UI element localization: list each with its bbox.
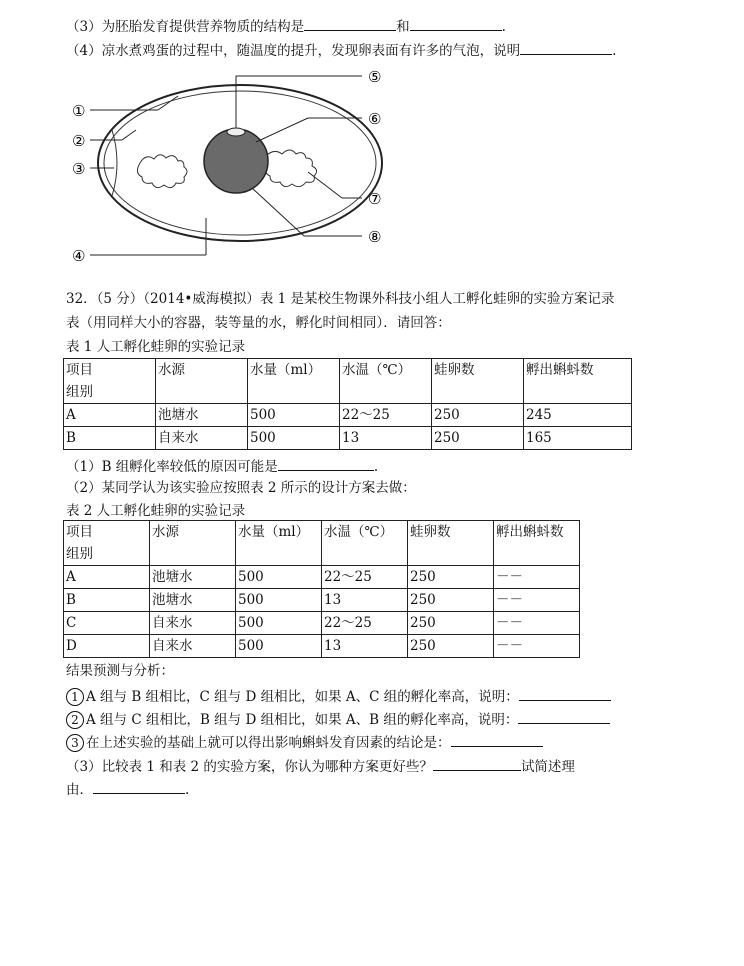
chalaza-right [265, 150, 317, 187]
table-cell: C [64, 612, 150, 635]
header-cell: 项目 组别 [64, 521, 150, 566]
question-32-line1: 32．（5 分）（2014•威海模拟）表 1 是某校生物课外科技小组人工孵化蛙卵的实验方案记录 [66, 291, 615, 307]
table-cell: 165 [524, 427, 632, 450]
answer-blank[interactable] [520, 40, 612, 55]
table-cell: －－ [494, 612, 580, 635]
table-cell: A [64, 566, 150, 589]
table-cell: 250 [432, 404, 524, 427]
header-cell: 孵出蝌蚪数 [524, 359, 632, 404]
answer-blank[interactable] [410, 16, 502, 31]
answer-blank[interactable] [518, 709, 610, 724]
table-cell: －－ [494, 589, 580, 612]
table-cell: －－ [494, 566, 580, 589]
label-8: ⑧ [368, 228, 382, 246]
table-header-row [64, 359, 632, 404]
table-row [64, 589, 580, 612]
header-cell: 水源 [150, 521, 236, 566]
answer-blank[interactable] [278, 456, 374, 471]
table-row [64, 612, 580, 635]
table-cell: 自来水 [150, 635, 236, 658]
sub-question-3-line2 [66, 779, 189, 799]
question-3-end: . [501, 19, 506, 35]
sub-question-3 [66, 756, 575, 776]
table-cell: 22～25 [322, 612, 408, 635]
table-cell: 250 [432, 427, 524, 450]
table-cell: 500 [236, 566, 322, 589]
table-cell: 22～25 [340, 404, 432, 427]
question-3 [66, 16, 506, 36]
header-cell: 水源 [156, 359, 248, 404]
germinal-disc [227, 128, 245, 136]
table-cell: B [64, 589, 150, 612]
label-1: ① [72, 102, 86, 120]
header-cell: 水量（ml） [236, 521, 322, 566]
table-cell: 自来水 [156, 427, 248, 450]
analysis-item [66, 686, 611, 706]
table-cell: 250 [408, 612, 494, 635]
header-cell: 孵出蝌蚪数 [494, 521, 580, 566]
table1-caption: 表 1 人工孵化蛙卵的实验记录 [66, 339, 246, 355]
sub-question-1 [66, 456, 378, 476]
table-header-row [64, 521, 580, 566]
label-3: ③ [72, 160, 86, 178]
question-4-end: . [612, 43, 617, 59]
table-cell: 500 [236, 612, 322, 635]
table-cell: 22～25 [322, 566, 408, 589]
table-cell: 池塘水 [156, 404, 248, 427]
table-1 [63, 358, 632, 450]
chalaza-left [137, 155, 187, 188]
table-cell: 池塘水 [150, 589, 236, 612]
table-row [64, 635, 580, 658]
header-cell: 蛙卵数 [432, 359, 524, 404]
table-cell: 245 [524, 404, 632, 427]
table-cell: 13 [322, 589, 408, 612]
sub-question-3-end: . [185, 782, 190, 798]
question-3-and: 和 [396, 19, 410, 35]
header-cell: 水温（℃） [322, 521, 408, 566]
table-cell: 自来水 [150, 612, 236, 635]
sub-question-3-tail: 试简述理 [520, 759, 575, 775]
answer-blank[interactable] [451, 732, 543, 747]
table-cell: D [64, 635, 150, 658]
sub-question-3-reason-label: 由． [66, 782, 93, 798]
table-cell: 500 [236, 635, 322, 658]
sub-question-1-end: . [373, 459, 379, 475]
question-3-text: （3）为胚胎发育提供营养物质的结构是 [66, 19, 305, 35]
analysis-item-text: A 组与 C 组相比，B 组与 D 组相比，如果 A、B 组的孵化率高，说明： [86, 712, 519, 728]
label-4: ④ [72, 247, 86, 265]
table-cell: 250 [408, 589, 494, 612]
table-cell: 500 [248, 427, 340, 450]
answer-blank[interactable] [519, 686, 611, 701]
sub-question-2: （2）某同学认为该实验应按照表 2 所示的设计方案去做： [66, 480, 416, 496]
table-row [64, 427, 632, 450]
analysis-item [66, 709, 610, 729]
header-cell: 水温（℃） [340, 359, 432, 404]
table-cell: －－ [494, 635, 580, 658]
header-cell: 水量（ml） [248, 359, 340, 404]
question-32-line2: 表（用同样大小的容器，装等量的水，孵化时间相同）．请回答： [66, 315, 451, 331]
table-cell: 250 [408, 566, 494, 589]
label-2: ② [72, 132, 86, 150]
table-cell: 500 [236, 589, 322, 612]
analysis-item-text: A 组与 B 组相比，C 组与 D 组相比，如果 A、C 组的孵化率高，说明： [86, 689, 519, 705]
label-5: ⑤ [368, 68, 382, 86]
table-row [64, 566, 580, 589]
answer-blank[interactable] [93, 779, 185, 794]
label-7: ⑦ [368, 190, 382, 208]
table-cell: A [64, 404, 156, 427]
table2-caption: 表 2 人工孵化蛙卵的实验记录 [66, 503, 246, 519]
question-4 [66, 40, 616, 60]
table-2 [63, 520, 580, 658]
circled-number: 3 [66, 734, 84, 752]
header-cell: 项目 组别 [64, 359, 156, 404]
header-cell: 蛙卵数 [408, 521, 494, 566]
yolk [204, 129, 268, 193]
table-row [64, 404, 632, 427]
table-cell: B [64, 427, 156, 450]
table-cell: 13 [340, 427, 432, 450]
analysis-item [66, 732, 543, 752]
egg-structure-diagram [60, 60, 400, 270]
table-cell: 500 [248, 404, 340, 427]
sub-question-3-text: （3）比较表 1 和表 2 的实验方案，你认为哪种方案更好些？ [66, 759, 433, 775]
answer-blank[interactable] [433, 756, 521, 771]
circled-number: 2 [66, 711, 84, 729]
answer-blank[interactable] [304, 16, 396, 31]
table-cell: 13 [322, 635, 408, 658]
sub-question-1-text: （1）B 组孵化率较低的原因可能是 [66, 459, 278, 475]
table-cell: 250 [408, 635, 494, 658]
table-cell: 池塘水 [150, 566, 236, 589]
analysis-title: 结果预测与分析： [66, 663, 174, 679]
circled-number: 1 [66, 688, 84, 706]
label-6: ⑥ [368, 110, 382, 128]
question-4-text: （4）凉水煮鸡蛋的过程中，随温度的提升，发现卵表面有许多的气泡，说明 [66, 43, 521, 59]
analysis-item-text: 在上述实验的基础上就可以得出影响蝌蚪发育因素的结论是： [86, 735, 451, 751]
